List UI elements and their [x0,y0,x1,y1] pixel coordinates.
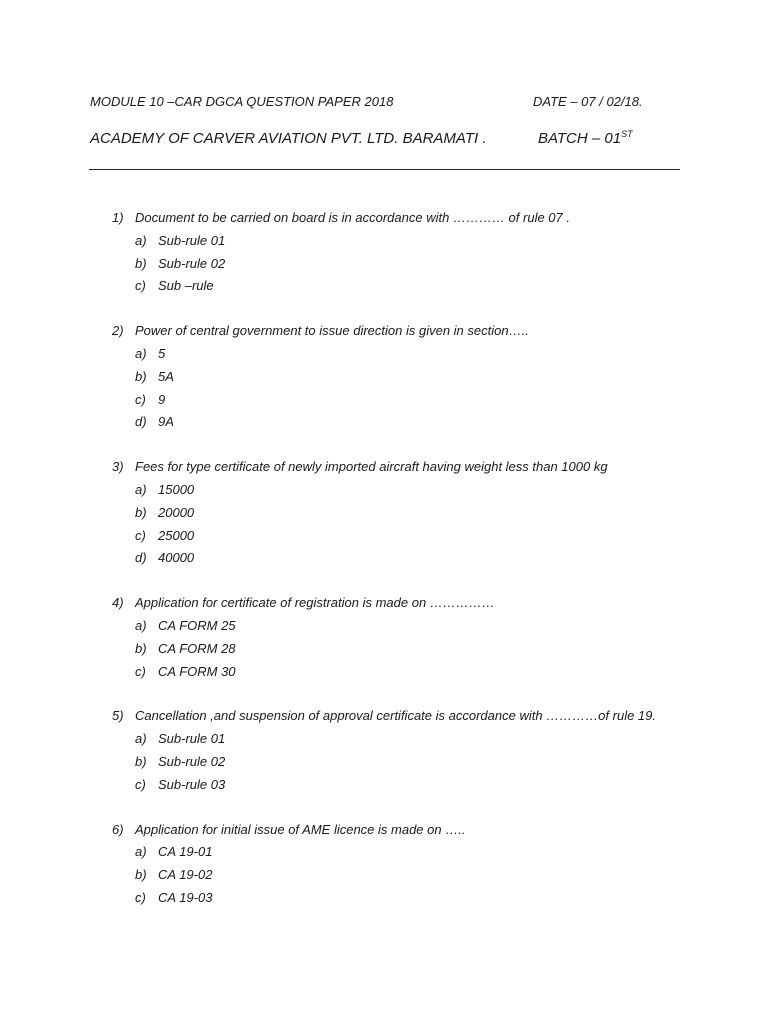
question-text: Cancellation ,and suspension of approval certificate is accordance with …………of rule 19. [135,708,656,724]
answer-option [112,343,752,366]
question-item [112,592,752,683]
answer-option [112,864,752,887]
question-number: 2) [112,323,124,339]
answer-option [112,525,752,548]
option-letter: b) [135,867,147,883]
option-text: Sub-rule 02 [158,753,226,769]
academy-name: ACADEMY OF CARVER AVIATION PVT. LTD. BARAMATI . [90,130,487,147]
option-letter: a) [135,345,147,361]
question-text: Fees for type certificate of newly imported aircraft having weight less than 1000 kg [135,459,608,475]
answer-option [112,751,752,774]
question-item [112,705,752,796]
answer-option [112,774,752,797]
answer-option [112,728,752,751]
question-line [112,456,752,479]
option-text: 5 [158,345,166,361]
option-letter: c) [135,776,146,792]
option-text: Sub-rule 01 [158,731,226,747]
question-text: Document to be carried on board is in accordance with ………… of rule 07 . [135,210,570,225]
header-row-academy [90,130,678,154]
option-text: Sub-rule 02 [158,255,226,271]
option-letter: c) [135,889,146,905]
answer-option [112,230,752,253]
answer-option [112,502,752,525]
question-item [112,819,752,910]
option-text: CA FORM 28 [158,640,236,656]
answer-option [112,638,752,661]
option-letter: a) [135,232,147,248]
option-list [112,230,752,298]
answer-option [112,615,752,638]
option-letter: a) [135,617,147,633]
question-list [112,207,752,932]
option-list [112,841,752,909]
option-list [112,615,752,683]
option-letter: a) [135,731,147,747]
answer-option [112,661,752,684]
question-number: 3) [112,459,124,475]
option-letter: c) [135,527,146,543]
option-text: CA 19-02 [158,867,213,883]
answer-option [112,547,752,570]
question-number: 1) [112,210,124,225]
question-line [112,320,752,343]
question-item [112,320,752,434]
option-letter: a) [135,481,147,497]
option-text: Sub-rule 03 [158,776,226,792]
option-letter: d) [135,414,147,430]
option-text: CA 19-01 [158,844,213,860]
option-list [112,343,752,434]
header-row-module [90,94,678,114]
option-letter: b) [135,255,147,271]
option-text: Sub –rule [158,278,214,294]
option-text: CA FORM 25 [158,617,236,633]
question-item [112,456,752,570]
option-letter: d) [135,550,147,566]
question-number: 5) [112,708,124,724]
answer-option [112,841,752,864]
answer-option [112,887,752,910]
question-item [112,207,752,298]
question-number: 6) [112,821,124,837]
option-text: 9 [158,391,166,407]
option-text: 40000 [158,550,195,566]
answer-option [112,389,752,412]
question-line [112,819,752,842]
question-line [112,592,752,615]
question-line [112,705,752,728]
answer-option [112,479,752,502]
option-text: CA 19-03 [158,889,213,905]
option-list [112,728,752,796]
option-letter: b) [135,504,147,520]
option-text: 9A [158,414,174,430]
option-letter: b) [135,753,147,769]
header-divider [89,169,680,170]
question-number: 4) [112,595,124,611]
option-letter: b) [135,368,147,384]
option-letter: c) [135,391,146,407]
option-letter: c) [135,663,146,679]
question-text: Application for initial issue of AME licence is made on ….. [135,821,466,837]
answer-option [112,411,752,434]
question-text: Application for certificate of registration is made on …………… [135,595,495,611]
option-letter: a) [135,844,147,860]
option-text: CA FORM 30 [158,663,236,679]
option-letter: b) [135,640,147,656]
answer-option [112,366,752,389]
option-text: Sub-rule 01 [158,232,226,248]
question-line [112,207,752,230]
option-letter: c) [135,278,146,294]
option-text: 5A [158,368,174,384]
question-text: Power of central government to issue direction is given in section….. [135,323,529,339]
batch-text: BATCH – 01 [538,130,622,147]
batch-label [538,130,633,147]
option-text: 20000 [158,504,195,520]
answer-option [112,275,752,298]
option-text: 15000 [158,481,195,497]
batch-superscript: ST [621,129,633,139]
option-text: 25000 [158,527,195,543]
option-list [112,479,752,570]
module-title: MODULE 10 –CAR DGCA QUESTION PAPER 2018 [90,94,394,109]
exam-date: DATE – 07 / 02/18. [533,94,643,109]
answer-option [112,253,752,276]
